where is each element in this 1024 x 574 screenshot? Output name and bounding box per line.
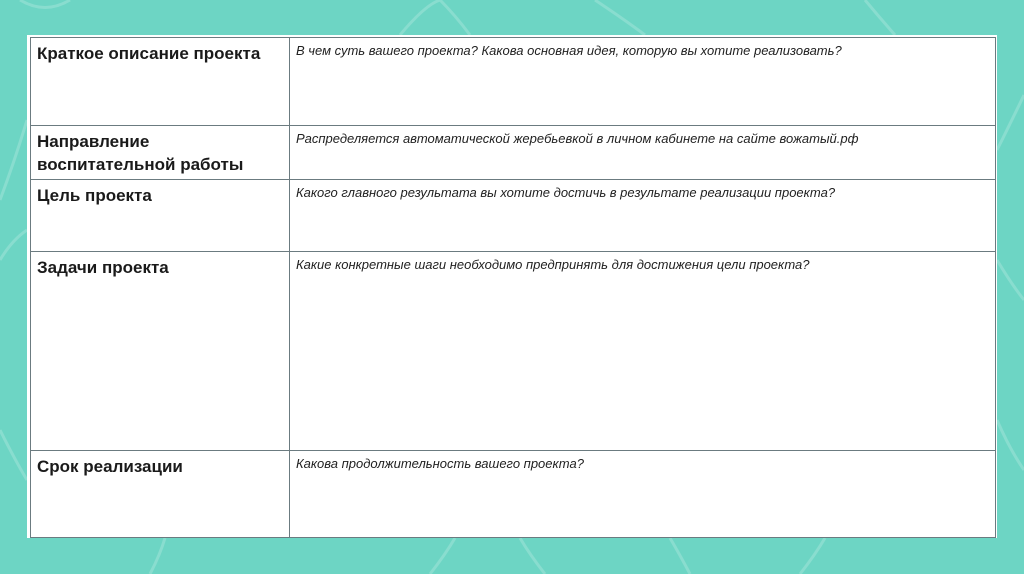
row-label: Направление воспитательной работы xyxy=(31,126,290,180)
row-hint[interactable]: Распределяется автоматической жеребьевкой в личном кабинете на сайте вожатый.рф xyxy=(290,126,996,180)
project-form-table xyxy=(30,37,996,538)
table-row xyxy=(31,38,996,126)
row-label: Цель проекта xyxy=(31,180,290,252)
row-hint[interactable]: В чем суть вашего проекта? Какова основная идея, которую вы хотите реализовать? xyxy=(290,38,996,126)
row-hint[interactable]: Какого главного результата вы хотите достичь в результате реализации проекта? xyxy=(290,180,996,252)
table-row xyxy=(31,126,996,180)
table-row xyxy=(31,451,996,538)
row-hint[interactable]: Какие конкретные шаги необходимо предпринять для достижения цели проекта? xyxy=(290,252,996,451)
row-hint[interactable]: Какова продолжительность вашего проекта? xyxy=(290,451,996,538)
table-row xyxy=(31,252,996,451)
table-row xyxy=(31,180,996,252)
row-label: Срок реализации xyxy=(31,451,290,538)
row-label: Задачи проекта xyxy=(31,252,290,451)
row-label: Краткое описание проекта xyxy=(31,38,290,126)
